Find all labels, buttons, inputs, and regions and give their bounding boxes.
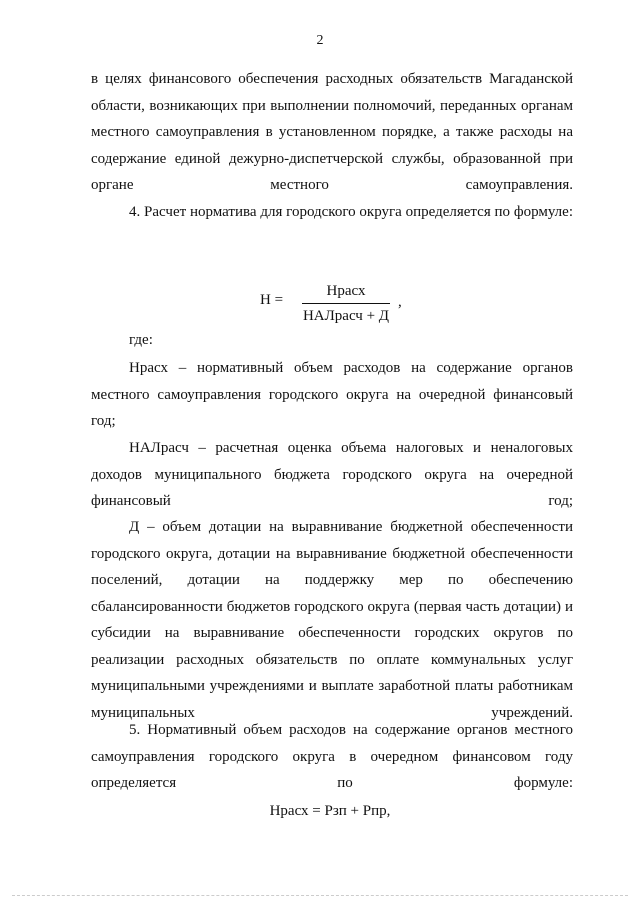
definition-nrash: Нрасх – нормативный объем расходов на содержание органов местного самоуправления городского округа на очередной финансовый год; <box>91 360 573 429</box>
formula-normative <box>260 280 420 330</box>
section-5-paragraph: 5. Нормативный объем расходов на содержание органов местного самоуправления городского округа в очередном финансовом году определяется по формуле: <box>91 722 573 791</box>
where-label: где: <box>129 332 153 348</box>
page-bottom-rule <box>12 895 628 896</box>
formula-suffix: , <box>398 294 402 310</box>
definition-nalrash: НАЛрасч – расчетная оценка объема налоговых и неналоговых доходов муниципального бюджета городского округа на очередной финансовый год; <box>91 440 573 509</box>
formula-denominator: НАЛрасч + Д <box>302 308 390 324</box>
formula-expenses: Нрасх = Рзп + Рпр, <box>269 803 391 819</box>
page-number: 2 <box>316 33 324 48</box>
formula-lhs: Н = <box>260 292 284 308</box>
definition-d: Д – объем дотации на выравнивание бюджетной обеспеченности городского округа, дотации на выравнивание бюджетной обеспеченности поселений, дотации на поддержку мер по обеспечению сбалансированности бюджетов городского округа (первая часть дотации) и субсидии на выравнивание обеспеченности городских округов по реализации расходных обязательств по оплате коммунальных услуг муниципальными учреждениями и выплате заработной платы работникам муниципальных учреждений. <box>91 519 573 721</box>
formula-numerator: Нрасх <box>326 283 366 299</box>
intro-paragraph: в целях финансового обеспечения расходных обязательств Магаданской области, возникающих при выполнении полномочий, переданных органам местного самоуправления в установленном порядке, а также расходы на содержание единой дежурно-диспетчерской службы, образованной при органе местного самоуправления. <box>91 71 573 193</box>
section-4-paragraph: 4. Расчет норматива для городского округа определяется по формуле: <box>129 204 573 220</box>
formula-fraction <box>298 280 394 328</box>
